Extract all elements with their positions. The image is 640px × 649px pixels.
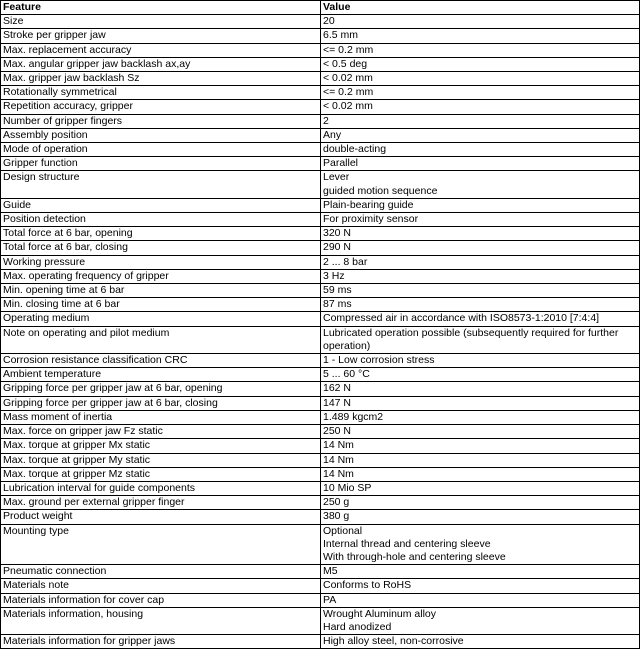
value-cell <box>321 86 640 100</box>
value-cell <box>321 593 640 607</box>
value-cell <box>321 496 640 510</box>
value-cell <box>321 198 640 212</box>
table-row <box>1 29 640 43</box>
value-cell <box>321 29 640 43</box>
value-line: 3 Hz <box>323 269 345 282</box>
feature-cell: Materials note <box>1 579 321 593</box>
value-cell <box>321 298 640 312</box>
feature-cell: Max. force on gripper jaw Fz static <box>1 425 321 439</box>
table-row <box>1 382 640 396</box>
table-row <box>1 198 640 212</box>
value-line: 250 g <box>323 496 350 509</box>
header-row <box>1 1 640 15</box>
table-row <box>1 396 640 410</box>
value-line: 290 N <box>323 241 352 254</box>
table-row <box>1 524 640 565</box>
value-line: double-acting <box>323 143 387 156</box>
value-line: 147 N <box>323 396 352 409</box>
value-cell <box>321 410 640 424</box>
table-row <box>1 607 640 634</box>
value-line: 6.5 mm <box>323 29 359 42</box>
table-row <box>1 269 640 283</box>
table-row <box>1 298 640 312</box>
table-row <box>1 326 640 353</box>
table-row <box>1 496 640 510</box>
table-row <box>1 86 640 100</box>
feature-cell: Mass moment of inertia <box>1 410 321 424</box>
table-row <box>1 143 640 157</box>
table-row <box>1 593 640 607</box>
table-row <box>1 439 640 453</box>
table-row <box>1 171 640 198</box>
feature-cell: Product weight <box>1 510 321 524</box>
value-cell <box>321 382 640 396</box>
value-line: 10 Mio SP <box>323 481 372 494</box>
value-cell <box>321 241 640 255</box>
feature-cell: Materials information, housing <box>1 607 321 634</box>
value-line: < 0.02 mm <box>323 100 373 113</box>
feature-cell: Position detection <box>1 213 321 227</box>
value-line: Any <box>323 128 342 141</box>
value-cell <box>321 57 640 71</box>
value-cell <box>321 453 640 467</box>
value-cell <box>321 510 640 524</box>
value-line: Parallel <box>323 157 359 170</box>
value-cell <box>321 255 640 269</box>
value-cell <box>321 524 640 565</box>
feature-cell: Size <box>1 15 321 29</box>
value-line: For proximity sensor <box>323 213 419 226</box>
value-cell <box>321 171 640 198</box>
table-row <box>1 157 640 171</box>
feature-cell: Min. closing time at 6 bar <box>1 298 321 312</box>
table-row <box>1 43 640 57</box>
feature-cell: Operating medium <box>1 312 321 326</box>
value-cell <box>321 326 640 353</box>
table-row <box>1 100 640 114</box>
value-line: 2 <box>323 114 329 127</box>
value-line: Internal thread and centering sleeve <box>323 537 491 550</box>
value-line: 320 N <box>323 227 352 240</box>
value-line: 87 ms <box>323 298 352 311</box>
table-row <box>1 453 640 467</box>
value-cell <box>321 43 640 57</box>
table-row <box>1 410 640 424</box>
value-line: 380 g <box>323 510 350 523</box>
table-row <box>1 255 640 269</box>
value-line: 14 Nm <box>323 467 354 480</box>
value-line: 20 <box>323 15 335 28</box>
table-row <box>1 368 640 382</box>
value-line: <= 0.2 mm <box>323 43 374 56</box>
value-cell <box>321 157 640 171</box>
feature-cell: Materials information for gripper jaws <box>1 635 321 649</box>
value-cell <box>321 72 640 86</box>
feature-cell: Min. opening time at 6 bar <box>1 284 321 298</box>
feature-cell: Number of gripper fingers <box>1 114 321 128</box>
table-row <box>1 425 640 439</box>
table-row <box>1 510 640 524</box>
value-cell <box>321 467 640 481</box>
feature-cell: Pneumatic connection <box>1 565 321 579</box>
table-row <box>1 312 640 326</box>
feature-cell: Design structure <box>1 171 321 198</box>
feature-cell: Lubrication interval for guide components <box>1 481 321 495</box>
value-line: Lever <box>323 171 350 184</box>
table-row <box>1 565 640 579</box>
value-cell <box>321 312 640 326</box>
feature-cell: Total force at 6 bar, closing <box>1 241 321 255</box>
table-row <box>1 241 640 255</box>
feature-cell: Max. torque at gripper My static <box>1 453 321 467</box>
value-cell <box>321 269 640 283</box>
value-line: 59 ms <box>323 284 352 297</box>
value-cell <box>321 368 640 382</box>
table-row <box>1 284 640 298</box>
value-cell <box>321 143 640 157</box>
feature-cell: Rotationally symmetrical <box>1 86 321 100</box>
table-row <box>1 227 640 241</box>
value-cell <box>321 213 640 227</box>
value-line: Plain-bearing guide <box>323 198 414 211</box>
value-cell <box>321 565 640 579</box>
feature-cell: Mounting type <box>1 524 321 565</box>
value-line: 2 ... 8 bar <box>323 255 368 268</box>
value-line: < 0.02 mm <box>323 72 373 85</box>
feature-cell: Max. replacement accuracy <box>1 43 321 57</box>
value-line: With through-hole and centering sleeve <box>323 550 506 563</box>
value-line: Hard anodized <box>323 620 392 633</box>
feature-cell: Ambient temperature <box>1 368 321 382</box>
value-cell <box>321 425 640 439</box>
feature-cell: Guide <box>1 198 321 212</box>
value-cell <box>321 607 640 634</box>
feature-cell: Max. operating frequency of gripper <box>1 269 321 283</box>
feature-cell: Total force at 6 bar, opening <box>1 227 321 241</box>
feature-cell: Max. angular gripper jaw backlash ax,ay <box>1 57 321 71</box>
value-line: <= 0.2 mm <box>323 86 374 99</box>
feature-cell: Gripping force per gripper jaw at 6 bar, opening <box>1 382 321 396</box>
header-feature: Feature <box>1 1 321 15</box>
value-cell <box>321 396 640 410</box>
value-line: Conforms to RoHS <box>323 579 412 592</box>
value-line: 14 Nm <box>323 439 354 452</box>
feature-cell: Assembly position <box>1 128 321 142</box>
feature-cell: Max. torque at gripper Mx static <box>1 439 321 453</box>
value-line: Compressed air in accordance with ISO8573-1:2010 [7:4:4] <box>323 312 600 325</box>
feature-cell: Gripper function <box>1 157 321 171</box>
value-cell <box>321 227 640 241</box>
table-row <box>1 128 640 142</box>
value-cell <box>321 128 640 142</box>
value-line: High alloy steel, non-corrosive <box>323 635 464 648</box>
feature-cell: Stroke per gripper jaw <box>1 29 321 43</box>
table-row <box>1 114 640 128</box>
feature-cell: Materials information for cover cap <box>1 593 321 607</box>
value-cell <box>321 481 640 495</box>
value-line: 1.489 kgcm2 <box>323 410 384 423</box>
table-row <box>1 57 640 71</box>
spec-body <box>1 15 640 649</box>
value-line: 250 N <box>323 425 352 438</box>
value-line: Wrought Aluminum alloy <box>323 607 437 620</box>
table-row <box>1 354 640 368</box>
value-line: Optional <box>323 524 363 537</box>
table-row <box>1 579 640 593</box>
value-cell <box>321 439 640 453</box>
table-row <box>1 213 640 227</box>
value-cell <box>321 100 640 114</box>
value-line: PA <box>323 593 337 606</box>
value-line: 162 N <box>323 382 352 395</box>
feature-cell: Working pressure <box>1 255 321 269</box>
value-line: M5 <box>323 565 338 578</box>
value-cell <box>321 114 640 128</box>
feature-cell: Max. gripper jaw backlash Sz <box>1 72 321 86</box>
value-line: < 0.5 deg <box>323 57 368 70</box>
table-row <box>1 15 640 29</box>
value-cell <box>321 15 640 29</box>
value-line: guided motion sequence <box>323 184 438 197</box>
value-line: Lubricated operation possible (subsequently required for further operation) <box>323 326 619 352</box>
value-cell <box>321 579 640 593</box>
value-cell <box>321 354 640 368</box>
value-cell <box>321 635 640 649</box>
header-value: Value <box>321 1 640 15</box>
value-line: 5 ... 60 °C <box>323 368 370 381</box>
feature-cell: Max. ground per external gripper finger <box>1 496 321 510</box>
table-row <box>1 635 640 649</box>
value-line: 14 Nm <box>323 453 354 466</box>
feature-cell: Note on operating and pilot medium <box>1 326 321 353</box>
table-row <box>1 72 640 86</box>
feature-cell: Repetition accuracy, gripper <box>1 100 321 114</box>
feature-cell: Max. torque at gripper Mz static <box>1 467 321 481</box>
value-line: 1 - Low corrosion stress <box>323 354 435 367</box>
value-cell <box>321 284 640 298</box>
table-row <box>1 467 640 481</box>
table-row <box>1 481 640 495</box>
feature-cell: Corrosion resistance classification CRC <box>1 354 321 368</box>
feature-cell: Gripping force per gripper jaw at 6 bar, closing <box>1 396 321 410</box>
feature-cell: Mode of operation <box>1 143 321 157</box>
